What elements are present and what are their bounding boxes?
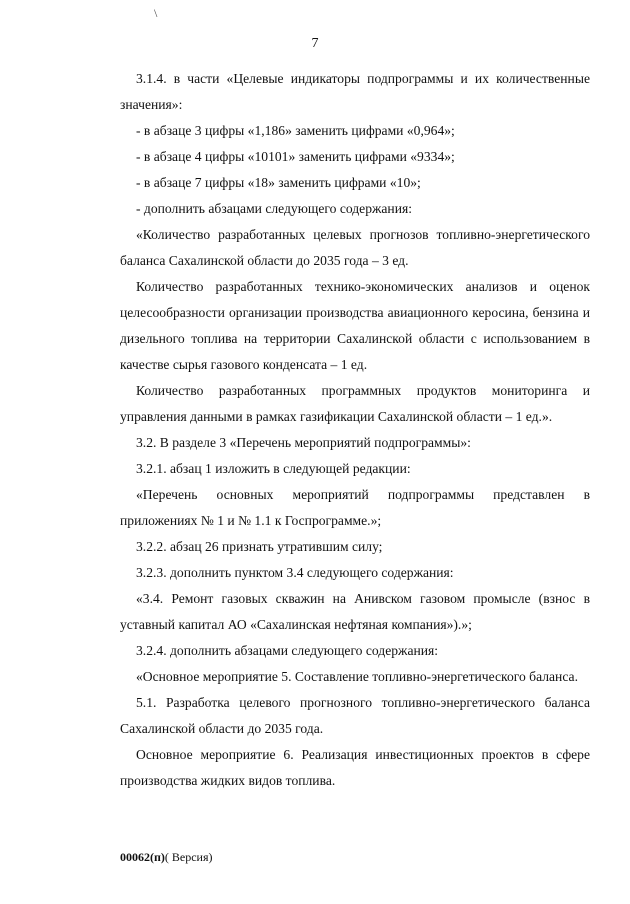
- document-code: 00062(п): [120, 850, 165, 864]
- paragraph: «Основное мероприятие 5. Составление топливно-энергетического баланса.: [136, 669, 578, 684]
- paragraph: 3.2.2. абзац 26 признать утратившим силу;: [136, 539, 383, 554]
- paragraph: Количество разработанных технико-экономических анализов и оценок целесообразности организации производства авиационного керосина, бензина и дизельного топлива на территории Сахалинской области с использованием в качестве сырья газового конденсата – 1 ед.: [120, 279, 590, 372]
- paragraph: 3.2.1. абзац 1 изложить в следующей редакции:: [136, 461, 411, 476]
- paragraph: «Количество разработанных целевых прогнозов топливно-энергетического баланса Сахалинской области до 2035 года – 3 ед.: [120, 227, 590, 268]
- paragraph: 3.2.3. дополнить пунктом 3.4 следующего содержания:: [136, 565, 454, 580]
- paragraph: Количество разработанных программных продуктов мониторинга и управления данными в рамках газификации Сахалинской области – 1 ед.».: [120, 383, 590, 424]
- paragraph: «Перечень основных мероприятий подпрограммы представлен в приложениях № 1 и № 1.1 к Госпрограмме.»;: [120, 487, 590, 528]
- paragraph: 3.1.4. в части «Целевые индикаторы подпрограммы и их количественные значения»:: [120, 71, 590, 112]
- paragraph: - дополнить абзацами следующего содержания:: [136, 201, 413, 216]
- paragraph: 3.2. В разделе 3 «Перечень мероприятий подпрограммы»:: [136, 435, 471, 450]
- paragraph: - в абзаце 3 цифры «1,186» заменить цифрами «0,964»;: [136, 123, 455, 138]
- paragraph: 5.1. Разработка целевого прогнозного топливно-энергетического баланса Сахалинской области до 2035 года.: [120, 695, 590, 736]
- scan-mark: \: [154, 6, 158, 20]
- paragraph: - в абзаце 7 цифры «18» заменить цифрами «10»;: [136, 175, 421, 190]
- paragraph: - в абзаце 4 цифры «10101» заменить цифрами «9334»;: [136, 149, 455, 164]
- paragraph: Основное мероприятие 6. Реализация инвестиционных проектов в сфере производства жидких видов топлива.: [120, 747, 590, 788]
- document-version: ( Версия): [164, 850, 213, 864]
- paragraph: 3.2.4. дополнить абзацами следующего содержания:: [136, 643, 439, 658]
- page-number: 7: [311, 36, 319, 51]
- paragraph: «3.4. Ремонт газовых скважин на Анивском газовом промысле (взнос в уставный капитал АО «Сахалинская нефтяная компания»).»;: [120, 591, 590, 632]
- document-body: [120, 66, 590, 794]
- document-footer: [120, 850, 213, 865]
